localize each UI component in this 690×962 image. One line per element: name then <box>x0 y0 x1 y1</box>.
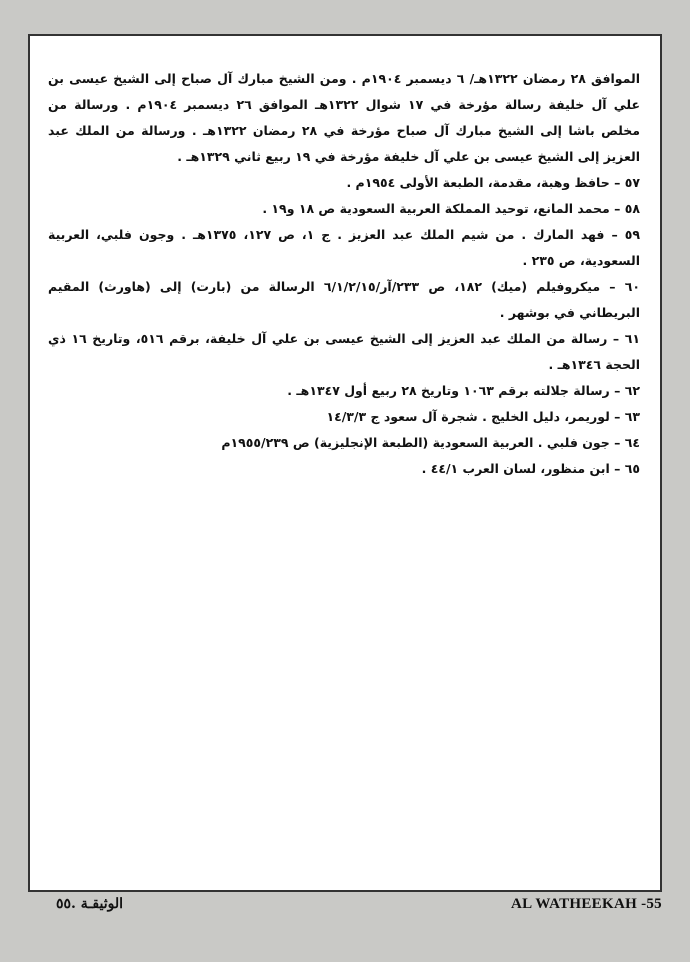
footnote-number: ٦٢ <box>624 383 640 398</box>
footnote-number: ٥٨ <box>624 201 640 216</box>
page-footer <box>28 896 662 920</box>
continued-paragraph: الموافق ٢٨ رمضان ١٣٢٢هـ/ ٦ ديسمبر ١٩٠٤م . ومن الشيخ مبارك آل صباح إلى الشيخ عيسى بن علي آل خليفة رسالة مؤرخة في ١٧ شوال ١٣٢٢هـ الموافق ٢٦ ديسمبر ١٩٠٤م . ورسالة من مخلص باشا إلى الشيخ مبارك آل صباح مؤرخة في ٢٨ رمضان ١٣٢٢هـ . ورسالة من الملك عبد العزيز إلى الشيخ عيسى بن علي آل خليفة مؤرخة في ١٩ ربيع ثاني ١٣٢٩هـ . <box>48 71 641 164</box>
footnote-number: ٦٥ <box>624 461 640 476</box>
footnote-text: ابن منظور، لسان العرب ٤٤/١ . <box>421 461 610 476</box>
footnote-65: ٦٥ – ابن منظور، لسان العرب ٤٤/١ . <box>421 461 640 476</box>
footnote-text: رسالة جلالته برقم ١٠٦٣ وتاريخ ٢٨ ربيع أول ١٣٤٧هـ . <box>287 383 610 398</box>
footnote-text: جون فلبي . العربية السعودية (الطبعة الإنجليزية) ص ١٩٥٥/٢٣٩م <box>221 435 610 450</box>
footnote-number: ٦٠ <box>624 279 640 294</box>
footer-arabic-folio: الوثيقـة .٥٥ <box>56 896 123 912</box>
footnote-number: ٦٤ <box>624 435 640 450</box>
footnote-text: رسالة من الملك عبد العزيز إلى الشيخ عيسى بن علي آل خليفة، برقم ٥١٦، وتاريخ ١٦ ذي الحجة ١٣٤٦هـ . <box>48 331 640 372</box>
footnote-text: ميكروفيلم (ميك) ١٨٢، ص ٢٣٣/آر/٦/١/٢/١٥ الرسالة من (بارت) إلى (هاورث) المقيم البريطاني في بوشهر . <box>48 279 640 320</box>
footnote-text: فهد المارك . من شيم الملك عبد العزيز . ج ١، ص ١٢٧، ١٣٧٥هـ . وجون فلبي، العربية السعودية، ص ٢٣٥ . <box>48 227 640 268</box>
footnote-59: ٥٩ – فهد المارك . من شيم الملك عبد العزيز . ج ١، ص ١٢٧، ١٣٧٥هـ . وجون فلبي، العربية السعودية، ص ٢٣٥ . <box>48 227 640 268</box>
footnote-61: ٦١ – رسالة من الملك عبد العزيز إلى الشيخ عيسى بن علي آل خليفة، برقم ٥١٦، وتاريخ ١٦ ذي الحجة ١٣٤٦هـ . <box>48 331 640 372</box>
page-frame <box>28 34 662 892</box>
footnote-57: ٥٧ – حافظ وهبة، مقدمة، الطبعة الأولى ١٩٥٤م . <box>346 175 640 190</box>
footnote-number: ٥٩ <box>624 227 640 242</box>
text-body <box>48 66 640 482</box>
footnote-64: ٦٤ – جون فلبي . العربية السعودية (الطبعة الإنجليزية) ص ١٩٥٥/٢٣٩م <box>221 435 640 450</box>
footnote-58: ٥٨ – محمد المانع، توحيد المملكة العربية السعودية ص ١٨ و١٩ . <box>262 201 640 216</box>
footer-english-folio: AL WATHEEKAH -55 <box>511 896 662 912</box>
footnote-text: حافظ وهبة، مقدمة، الطبعة الأولى ١٩٥٤م . <box>346 175 610 190</box>
footnote-text: محمد المانع، توحيد المملكة العربية السعودية ص ١٨ و١٩ . <box>262 201 610 216</box>
footnote-60: ٦٠ – ميكروفيلم (ميك) ١٨٢، ص ٢٣٣/آر/٦/١/٢/١٥ الرسالة من (بارت) إلى (هاورث) المقيم البريطاني في بوشهر . <box>48 279 640 320</box>
footnote-number: ٦٣ <box>624 409 640 424</box>
footnote-number: ٦١ <box>624 331 640 346</box>
footnote-62: ٦٢ – رسالة جلالته برقم ١٠٦٣ وتاريخ ٢٨ ربيع أول ١٣٤٧هـ . <box>287 383 640 398</box>
footnote-number: ٥٧ <box>624 175 640 190</box>
footnote-text: لوريمر، دليل الخليج . شجرة آل سعود ج ١٤/٣/٣ <box>326 409 610 424</box>
footnote-63: ٦٣ – لوريمر، دليل الخليج . شجرة آل سعود ج ١٤/٣/٣ <box>326 409 640 424</box>
